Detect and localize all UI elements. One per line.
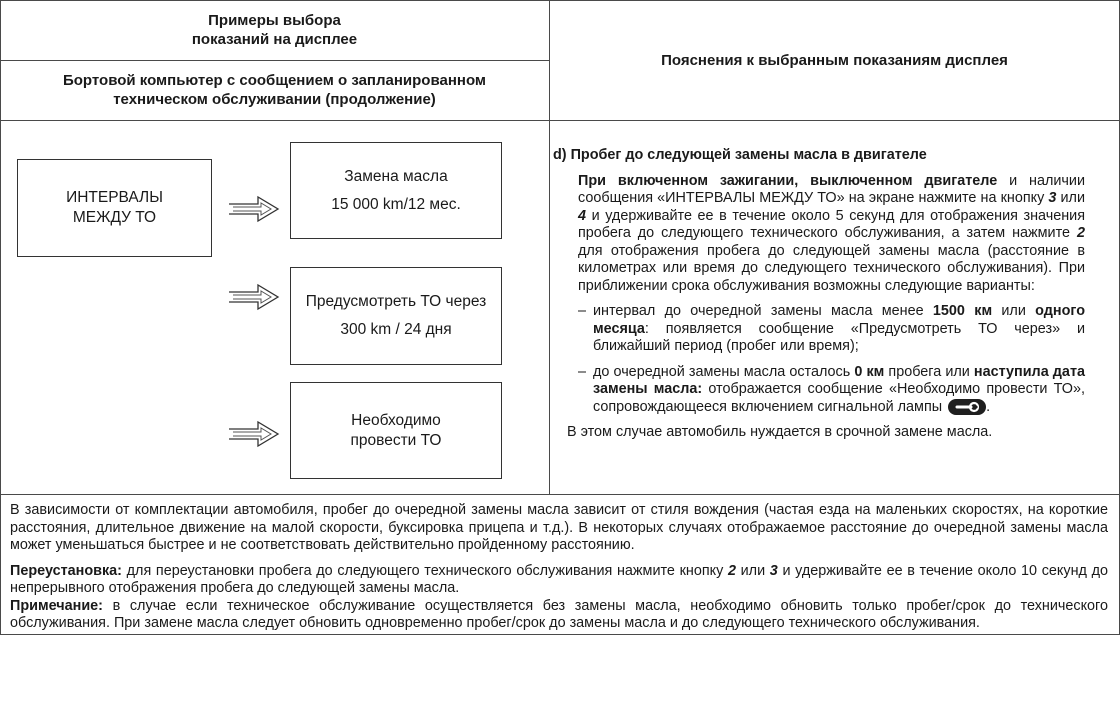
display-plan-service — [290, 267, 502, 365]
double-outline-arrow-icon — [228, 283, 280, 311]
bullet1-bold-a: 1500 км — [932, 303, 993, 319]
urgent-note: В этом случае автомобиль нуждается в срочной замене масла. — [567, 424, 993, 440]
note-text: в случае если техническое обслуживание осуществляется без замены масла, необходимо обновить только пробег/срок до технического обслуживания. При замене масла следует обновить одновременно пробег/срок до замены масла и до следующего технического обслуживания. — [10, 597, 1108, 631]
header-computer-line2: техническом обслуживании (продолжение) — [113, 91, 436, 108]
reset-paragraph — [10, 563, 1108, 598]
reset-text-c: и удерживайте ее в течение около 10 секунд до непрерывного отображения пробега до следующей замены масла. — [10, 562, 1108, 596]
bullet2-text-c: отображается сообщение «Необходимо провести ТО», сопровождающееся включением сигнальной лампы — [593, 381, 1085, 415]
display-oil-change — [290, 142, 502, 239]
header-explanations: Пояснения к выбранным показаниям дисплея — [661, 52, 1008, 69]
header-examples-line1: Примеры выбора — [208, 12, 341, 29]
header-computer — [0, 71, 549, 109]
bullet2-text-b: пробега или — [884, 363, 974, 380]
body-bottom-divider — [0, 494, 1120, 495]
column-divider — [549, 0, 550, 494]
display-intervals — [17, 159, 212, 257]
ignition-condition: При включенном зажигании, выключенном двигателе — [578, 172, 998, 189]
bullet1-bold-b: одного месяца — [593, 303, 1085, 337]
display-oil-change-line2: 15 000 km/12 мес. — [331, 195, 461, 213]
para-text-d: для отображения пробега до следующей замены масла (расстояние в километрах или время до следующего технического обслуживания). При приближении срока обслуживания возможны следующие варианты: — [578, 242, 1085, 294]
header-computer-line1: Бортовой компьютер с сообщением о запланированном — [62, 72, 487, 89]
bullet1-text-c: : появляется сообщение «Предусмотреть ТО через» и ближайший период (пробег или время); — [593, 320, 1085, 354]
bullet2-text-d: . — [986, 398, 991, 415]
header-examples-line2: показаний на дисплее — [191, 31, 358, 48]
para-text-c: и удерживайте ее в течение около 5 секунд для отображения значения пробега до следующего технического обслуживания, а затем нажмите — [578, 207, 1085, 241]
para-text-a: и наличии сообщения «ИНТЕРВАЛЫ МЕЖДУ ТО» на экране нажмите на кнопку — [578, 172, 1086, 206]
display-intervals-line1: ИНТЕРВАЛЫ — [66, 189, 163, 206]
note-paragraph — [10, 598, 1108, 633]
header-left-divider — [0, 60, 549, 61]
reset-label: Переустановка: — [10, 562, 122, 579]
double-outline-arrow-icon — [228, 420, 280, 448]
bullet-item — [578, 303, 1085, 356]
display-plan-service-line2: 300 km / 24 дня — [340, 321, 452, 338]
button-ref-3: 3 — [1048, 190, 1057, 206]
bullet1-text-a: интервал до очередной замены масла менее — [593, 303, 933, 319]
button-ref-4: 4 — [578, 207, 587, 224]
bullet2-bold-a: 0 км — [854, 363, 885, 380]
bullet1-text-b: или — [992, 303, 1036, 319]
note-label: Примечание: — [10, 597, 103, 614]
driving-style-paragraph: В зависимости от комплектации автомобиля, пробег до очередной замены масла зависит от стиля вождения (частая езда на маленьких скоростях, на короткие расстояния, длительное движение на малой скорости, буксировка прицепа и т.д.). В некоторых случаях отображаемое расстояние до очередной замены масла может уменьшаться быстрее и не соответствовать действительно пройденному расстоянию. — [10, 502, 1108, 553]
explanation-text — [553, 147, 1085, 442]
reset-button-ref-2: 2 — [727, 562, 736, 579]
display-service-required-line2: провести ТО — [350, 431, 442, 449]
header-bottom-divider — [0, 120, 1120, 121]
section-title: d) Пробег до следующей замены масла в двигателе — [553, 147, 927, 163]
bullet-dash: – — [578, 303, 587, 319]
bottom-notes — [10, 502, 1108, 633]
display-intervals-line2: МЕЖДУ ТО — [72, 209, 157, 226]
bullet-item — [578, 364, 1085, 417]
display-service-required — [290, 382, 502, 479]
display-oil-change-line1: Замена масла — [344, 167, 448, 185]
double-outline-arrow-icon — [228, 195, 280, 223]
reset-text-b: или — [735, 562, 770, 579]
display-service-required-line1: Необходимо — [351, 411, 441, 429]
reset-text-a: для переустановки пробега до следующего технического обслуживания нажмите кнопку — [121, 562, 728, 579]
reset-button-ref-3: 3 — [769, 562, 778, 579]
bullet2-text-a: до очередной замены масла осталось — [593, 363, 855, 380]
bullet-dash: – — [578, 363, 587, 380]
para-text-b: или — [1056, 190, 1085, 206]
button-ref-2: 2 — [1076, 225, 1085, 241]
display-plan-service-line1: Предусмотреть ТО через — [305, 293, 487, 310]
section-paragraph — [578, 173, 1085, 296]
header-examples — [0, 11, 549, 49]
wrench-warning-lamp-icon — [948, 399, 986, 415]
bullet2-bold-b: наступила дата замены масла: — [593, 363, 1085, 397]
